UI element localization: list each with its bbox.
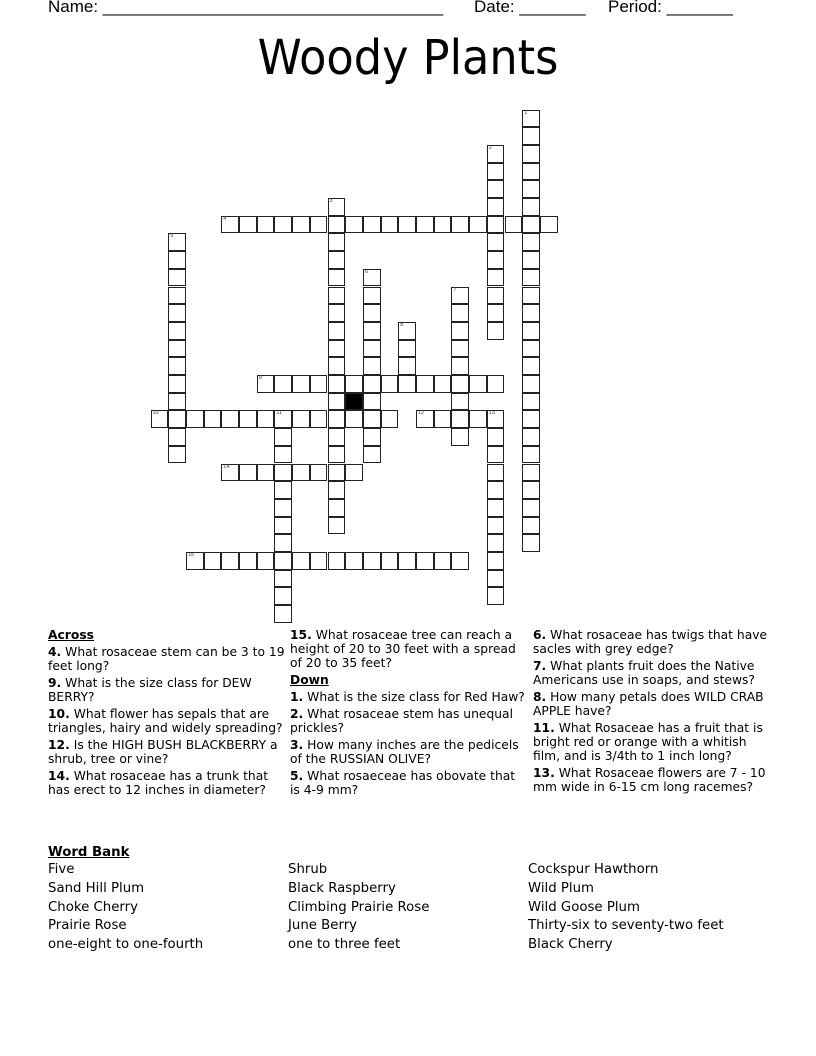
- crossword-cell[interactable]: [381, 552, 399, 570]
- crossword-cell[interactable]: [398, 340, 416, 358]
- crossword-cell[interactable]: [487, 269, 505, 287]
- clue-number: 15.: [290, 628, 312, 642]
- crossword-cell[interactable]: [168, 269, 186, 287]
- crossword-cell[interactable]: [328, 552, 346, 570]
- crossword-cell[interactable]: [186, 552, 204, 570]
- crossword-cell[interactable]: [168, 322, 186, 340]
- clue-text: How many petals does WILD CRAB APPLE have?: [533, 690, 764, 718]
- clue-number: 2.: [290, 707, 304, 721]
- crossword-cell[interactable]: [522, 481, 540, 499]
- clue-number: 13.: [533, 766, 555, 780]
- crossword-cell[interactable]: [168, 340, 186, 358]
- crossword-cell[interactable]: [522, 127, 540, 145]
- clue-text: What rosaceae has twigs that have sacles with grey edge?: [533, 628, 768, 656]
- crossword-cell[interactable]: [381, 375, 399, 393]
- cell-number: 2: [488, 144, 492, 151]
- crossword-cell[interactable]: [257, 464, 275, 482]
- crossword-cell[interactable]: [522, 110, 540, 128]
- crossword-cell[interactable]: [168, 428, 186, 446]
- crossword-cell[interactable]: [363, 446, 381, 464]
- clue-down-5: [290, 769, 526, 797]
- clue-across-15: [290, 628, 526, 670]
- clue-down-13: [533, 766, 773, 794]
- clue-down-6: [533, 628, 773, 656]
- crossword-cell[interactable]: [328, 499, 346, 517]
- crossword-cell[interactable]: [257, 410, 275, 428]
- crossword-cell[interactable]: [274, 410, 292, 428]
- crossword-cell[interactable]: [487, 163, 505, 181]
- crossword-cell[interactable]: [416, 375, 434, 393]
- crossword-cell[interactable]: [257, 216, 275, 234]
- crossword-cell[interactable]: [310, 410, 328, 428]
- crossword-cell[interactable]: [522, 464, 540, 482]
- crossword-cell[interactable]: [168, 251, 186, 269]
- clue-across-10: [48, 707, 288, 735]
- cell-number: 4: [223, 215, 227, 222]
- clue-across-4: [48, 645, 288, 673]
- crossword-cell[interactable]: [469, 216, 487, 234]
- crossword-cell[interactable]: [434, 552, 452, 570]
- crossword-cell[interactable]: [168, 287, 186, 305]
- crossword-cell[interactable]: [363, 322, 381, 340]
- clue-down-1: [290, 690, 526, 704]
- crossword-cell[interactable]: [522, 287, 540, 305]
- clue-down-2: [290, 707, 526, 735]
- crossword-cell[interactable]: [257, 552, 275, 570]
- down-heading: Down: [290, 673, 329, 687]
- clues-column-3: [533, 628, 773, 797]
- cell-number: 6: [364, 268, 368, 275]
- crossword-cell[interactable]: [398, 552, 416, 570]
- crossword-cell[interactable]: [168, 375, 186, 393]
- crossword-cell[interactable]: [487, 375, 505, 393]
- word-bank-item: Cockspur Hawthorn: [528, 862, 659, 877]
- crossword-cell[interactable]: [274, 517, 292, 535]
- crossword-cell[interactable]: [434, 410, 452, 428]
- crossword-grid: [151, 110, 571, 630]
- crossword-cell[interactable]: [328, 393, 346, 411]
- crossword-cell[interactable]: [487, 446, 505, 464]
- crossword-cell[interactable]: [239, 410, 257, 428]
- clue-down-7: [533, 659, 773, 687]
- clue-number: 7.: [533, 659, 547, 673]
- clue-down-11: [533, 721, 773, 763]
- crossword-cell[interactable]: [522, 428, 540, 446]
- clues-column-1: [48, 628, 288, 800]
- crossword-cell[interactable]: [274, 216, 292, 234]
- crossword-cell[interactable]: [398, 375, 416, 393]
- clue-text: What is the size class for Red Haw?: [307, 690, 525, 704]
- crossword-cell[interactable]: [451, 322, 469, 340]
- crossword-cell[interactable]: [451, 287, 469, 305]
- clue-text: What Rosaceae has a fruit that is bright red or orange with a whitish film, and is 3/4th to 1 inch long?: [533, 721, 763, 763]
- clue-number: 1.: [290, 690, 304, 704]
- crossword-cell[interactable]: [239, 552, 257, 570]
- crossword-cell[interactable]: [469, 375, 487, 393]
- crossword-cell[interactable]: [292, 410, 310, 428]
- crossword-cell[interactable]: [328, 410, 346, 428]
- crossword-cell[interactable]: [487, 304, 505, 322]
- crossword-cell[interactable]: [274, 464, 292, 482]
- crossword-cell[interactable]: [168, 357, 186, 375]
- crossword-cell[interactable]: [168, 304, 186, 322]
- crossword-cell[interactable]: [310, 552, 328, 570]
- date-field[interactable]: Date: _______: [474, 0, 586, 16]
- crossword-cell[interactable]: [328, 198, 346, 216]
- crossword-cell[interactable]: [328, 375, 346, 393]
- clue-across-12: [48, 738, 288, 766]
- crossword-cell[interactable]: [522, 145, 540, 163]
- crossword-cell[interactable]: [487, 587, 505, 605]
- clue-number: 4.: [48, 645, 62, 659]
- clue-down-8: [533, 690, 773, 718]
- crossword-cell[interactable]: [522, 393, 540, 411]
- crossword-cell[interactable]: [345, 552, 363, 570]
- crossword-cell[interactable]: [487, 552, 505, 570]
- crossword-cell[interactable]: [345, 464, 363, 482]
- crossword-cell[interactable]: [363, 216, 381, 234]
- crossword-cell[interactable]: [398, 357, 416, 375]
- crossword-cell[interactable]: [151, 410, 169, 428]
- crossword-cell[interactable]: [328, 357, 346, 375]
- crossword-cell[interactable]: [239, 464, 257, 482]
- word-bank-item: Five: [48, 862, 75, 877]
- cell-number: 15: [187, 552, 195, 558]
- clue-text: What flower has sepals that are triangles, hairy and widely spreading?: [48, 707, 283, 735]
- clue-text: What rosaceae has a trunk that has erect to 12 inches in diameter?: [48, 769, 269, 797]
- word-bank-heading: Word Bank: [48, 845, 130, 860]
- clue-text: What is the size class for DEW BERRY?: [48, 676, 252, 704]
- clue-number: 9.: [48, 676, 62, 690]
- crossword-cell[interactable]: [434, 216, 452, 234]
- crossword-cell[interactable]: [363, 340, 381, 358]
- crossword-cell[interactable]: [328, 269, 346, 287]
- crossword-cell[interactable]: [398, 216, 416, 234]
- cell-number: 3: [329, 198, 333, 204]
- crossword-cell[interactable]: [451, 304, 469, 322]
- crossword-cell[interactable]: [292, 464, 310, 482]
- word-bank-item: Thirty-six to seventy-two feet: [528, 918, 724, 934]
- crossword-cell[interactable]: [451, 393, 469, 411]
- crossword-cell[interactable]: [522, 198, 540, 216]
- crossword-cell[interactable]: [363, 287, 381, 305]
- crossword-cell[interactable]: [363, 393, 381, 411]
- clue-text: What rosaeceae has obovate that is 4-9 mm?: [290, 769, 516, 797]
- page-title: Woody Plants: [257, 30, 559, 86]
- crossword-cell[interactable]: [363, 269, 381, 287]
- crossword-cell[interactable]: [363, 428, 381, 446]
- cell-number: 1: [524, 109, 528, 116]
- crossword-cell[interactable]: [274, 534, 292, 552]
- crossword-cell[interactable]: [328, 481, 346, 499]
- crossword-cell[interactable]: [328, 322, 346, 340]
- crossword-cell[interactable]: [186, 410, 204, 428]
- cell-number: 8: [400, 321, 404, 328]
- crossword-cell[interactable]: [487, 534, 505, 552]
- word-bank-item: Black Raspberry: [288, 880, 396, 896]
- clue-text: What plants fruit does the Native Americans use in soaps, and stews?: [533, 659, 755, 687]
- crossword-cell[interactable]: [487, 322, 505, 340]
- crossword-cell[interactable]: [416, 216, 434, 234]
- crossword-cell[interactable]: [487, 410, 505, 428]
- crossword-cell[interactable]: [487, 251, 505, 269]
- crossword-cell[interactable]: [310, 375, 328, 393]
- crossword-cell[interactable]: [487, 198, 505, 216]
- crossword-cell[interactable]: [522, 446, 540, 464]
- crossword-cell[interactable]: [381, 410, 399, 428]
- crossword-cell[interactable]: [274, 605, 292, 623]
- crossword-cell[interactable]: [274, 552, 292, 570]
- clue-across-14: [48, 769, 288, 797]
- crossword-cell[interactable]: [328, 428, 346, 446]
- crossword-cell[interactable]: [310, 216, 328, 234]
- crossword-cell[interactable]: [487, 428, 505, 446]
- clue-number: 10.: [48, 707, 70, 721]
- crossword-cell[interactable]: [168, 446, 186, 464]
- crossword-cell[interactable]: [522, 410, 540, 428]
- crossword-cell[interactable]: [274, 375, 292, 393]
- crossword-cell[interactable]: [522, 216, 540, 234]
- word-bank-item: one to three feet: [288, 937, 401, 953]
- crossword-cell[interactable]: [434, 375, 452, 393]
- clue-number: 11.: [533, 721, 555, 735]
- cell-number: 14: [223, 463, 230, 470]
- word-bank-item: Prairie Rose: [48, 918, 127, 934]
- crossword-cell[interactable]: [522, 499, 540, 517]
- crossword-cell[interactable]: [328, 517, 346, 535]
- crossword-cell[interactable]: [363, 552, 381, 570]
- word-bank-item: Shrub: [288, 862, 328, 877]
- clue-number: 14.: [48, 769, 70, 783]
- crossword-cell[interactable]: [487, 570, 505, 588]
- crossword-cell[interactable]: [221, 552, 239, 570]
- crossword-cell[interactable]: [398, 322, 416, 340]
- crossword-cell[interactable]: [522, 180, 540, 198]
- word-bank-item: June Berry: [288, 918, 358, 934]
- crossword-cell[interactable]: [328, 251, 346, 269]
- clue-text: What rosaceae stem can be 3 to 19 feet long?: [48, 645, 285, 673]
- crossword-cell[interactable]: [274, 428, 292, 446]
- word-bank-item: Wild Goose Plum: [528, 899, 640, 915]
- crossword-cell[interactable]: [540, 216, 558, 234]
- crossword-black-cell: [345, 393, 363, 411]
- cell-number: 9: [258, 375, 262, 381]
- word-bank-item: Wild Plum: [528, 880, 595, 896]
- crossword-cell[interactable]: [487, 145, 505, 163]
- word-bank-item: Black Cherry: [528, 937, 613, 953]
- clue-number: 6.: [533, 628, 547, 642]
- name-field[interactable]: Name: ____________________________________: [48, 0, 444, 16]
- crossword-cell[interactable]: [451, 216, 469, 234]
- crossword-cell[interactable]: [292, 375, 310, 393]
- crossword-cell[interactable]: [221, 410, 239, 428]
- crossword-cell[interactable]: [363, 304, 381, 322]
- crossword-cell[interactable]: [416, 410, 434, 428]
- clues-column-2: [290, 628, 526, 800]
- clue-text: How many inches are the pedicels of the RUSSIAN OLIVE?: [290, 738, 519, 766]
- crossword-cell[interactable]: [522, 534, 540, 552]
- crossword-cell[interactable]: [451, 410, 469, 428]
- crossword-cell[interactable]: [328, 340, 346, 358]
- crossword-cell[interactable]: [451, 340, 469, 358]
- crossword-cell[interactable]: [292, 552, 310, 570]
- crossword-cell[interactable]: [522, 269, 540, 287]
- word-bank: [48, 845, 788, 953]
- crossword-cell[interactable]: [522, 357, 540, 375]
- word-bank-item: Climbing Prairie Rose: [288, 899, 430, 915]
- crossword-cell[interactable]: [204, 552, 222, 570]
- crossword-cell[interactable]: [345, 216, 363, 234]
- crossword-cell[interactable]: [274, 499, 292, 517]
- across-heading: Across: [48, 628, 94, 642]
- crossword-cell[interactable]: [363, 357, 381, 375]
- crossword-cell[interactable]: [328, 233, 346, 251]
- crossword-cell[interactable]: [363, 410, 381, 428]
- period-field[interactable]: Period: _______: [608, 0, 733, 16]
- crossword-cell[interactable]: [204, 410, 222, 428]
- word-bank-item: one-eight to one-fourth: [48, 937, 204, 953]
- word-bank-item: Sand Hill Plum: [48, 880, 145, 896]
- crossword-cell[interactable]: [505, 216, 523, 234]
- word-bank-item: Choke Cherry: [48, 899, 138, 915]
- crossword-cell[interactable]: [522, 322, 540, 340]
- crossword-cell[interactable]: [522, 251, 540, 269]
- crossword-cell[interactable]: [274, 570, 292, 588]
- crossword-cell[interactable]: [522, 304, 540, 322]
- crossword-cell[interactable]: [487, 233, 505, 251]
- cell-number: 11: [276, 410, 283, 417]
- crossword-cell[interactable]: [522, 517, 540, 535]
- clue-number: 5.: [290, 769, 304, 783]
- clue-text: Is the HIGH BUSH BLACKBERRY a shrub, tree or vine?: [48, 738, 278, 766]
- crossword-cell[interactable]: [168, 410, 186, 428]
- crossword-cell[interactable]: [522, 340, 540, 358]
- clue-number: 3.: [290, 738, 304, 752]
- crossword-cell[interactable]: [328, 216, 346, 234]
- crossword-cell[interactable]: [345, 410, 363, 428]
- clue-number: 12.: [48, 738, 70, 752]
- clue-across-9: [48, 676, 288, 704]
- crossword-cell[interactable]: [274, 587, 292, 605]
- crossword-cell[interactable]: [451, 552, 469, 570]
- crossword-cell[interactable]: [451, 375, 469, 393]
- crossword-cell[interactable]: [487, 464, 505, 482]
- crossword-cell[interactable]: [487, 517, 505, 535]
- crossword-cell[interactable]: [168, 393, 186, 411]
- clue-number: 8.: [533, 690, 547, 704]
- clue-text: What rosaceae tree can reach a height of 20 to 30 feet with a spread of 20 to 35 feet?: [290, 628, 516, 670]
- crossword-cell[interactable]: [487, 481, 505, 499]
- crossword-cell[interactable]: [451, 428, 469, 446]
- crossword-cell[interactable]: [168, 233, 186, 251]
- crossword-cell[interactable]: [381, 216, 399, 234]
- crossword-cell[interactable]: [328, 287, 346, 305]
- cell-number: 12: [418, 410, 425, 417]
- crossword-cell[interactable]: [451, 357, 469, 375]
- crossword-cell[interactable]: [310, 464, 328, 482]
- word-bank-list: [48, 862, 788, 953]
- crossword-cell[interactable]: [221, 464, 239, 482]
- crossword-cell[interactable]: [257, 375, 275, 393]
- crossword-cell[interactable]: [487, 499, 505, 517]
- crossword-cell[interactable]: [487, 216, 505, 234]
- crossword-cell[interactable]: [487, 287, 505, 305]
- crossword-cell[interactable]: [221, 216, 239, 234]
- crossword-cell[interactable]: [274, 481, 292, 499]
- clue-text: What rosaceae stem has unequal prickles?: [290, 707, 513, 735]
- cell-number: 7: [453, 286, 457, 293]
- crossword-cell[interactable]: [522, 163, 540, 181]
- crossword-cell[interactable]: [328, 304, 346, 322]
- cell-number: 10: [152, 410, 159, 417]
- cell-number: 13: [488, 410, 495, 417]
- cell-number: 5: [170, 233, 174, 240]
- crossword-cell[interactable]: [328, 446, 346, 464]
- crossword-cell[interactable]: [239, 216, 257, 234]
- crossword-cell[interactable]: [522, 375, 540, 393]
- crossword-cell[interactable]: [522, 233, 540, 251]
- crossword-cell[interactable]: [416, 552, 434, 570]
- crossword-cell[interactable]: [292, 216, 310, 234]
- clue-text: What Rosaceae flowers are 7 - 10 mm wide in 6-15 cm long racemes?: [533, 766, 766, 794]
- crossword-cell[interactable]: [328, 464, 346, 482]
- crossword-cell[interactable]: [469, 410, 487, 428]
- crossword-cell[interactable]: [487, 180, 505, 198]
- crossword-cell[interactable]: [274, 446, 292, 464]
- crossword-cell[interactable]: [345, 375, 363, 393]
- crossword-cell[interactable]: [363, 375, 381, 393]
- clue-down-3: [290, 738, 526, 766]
